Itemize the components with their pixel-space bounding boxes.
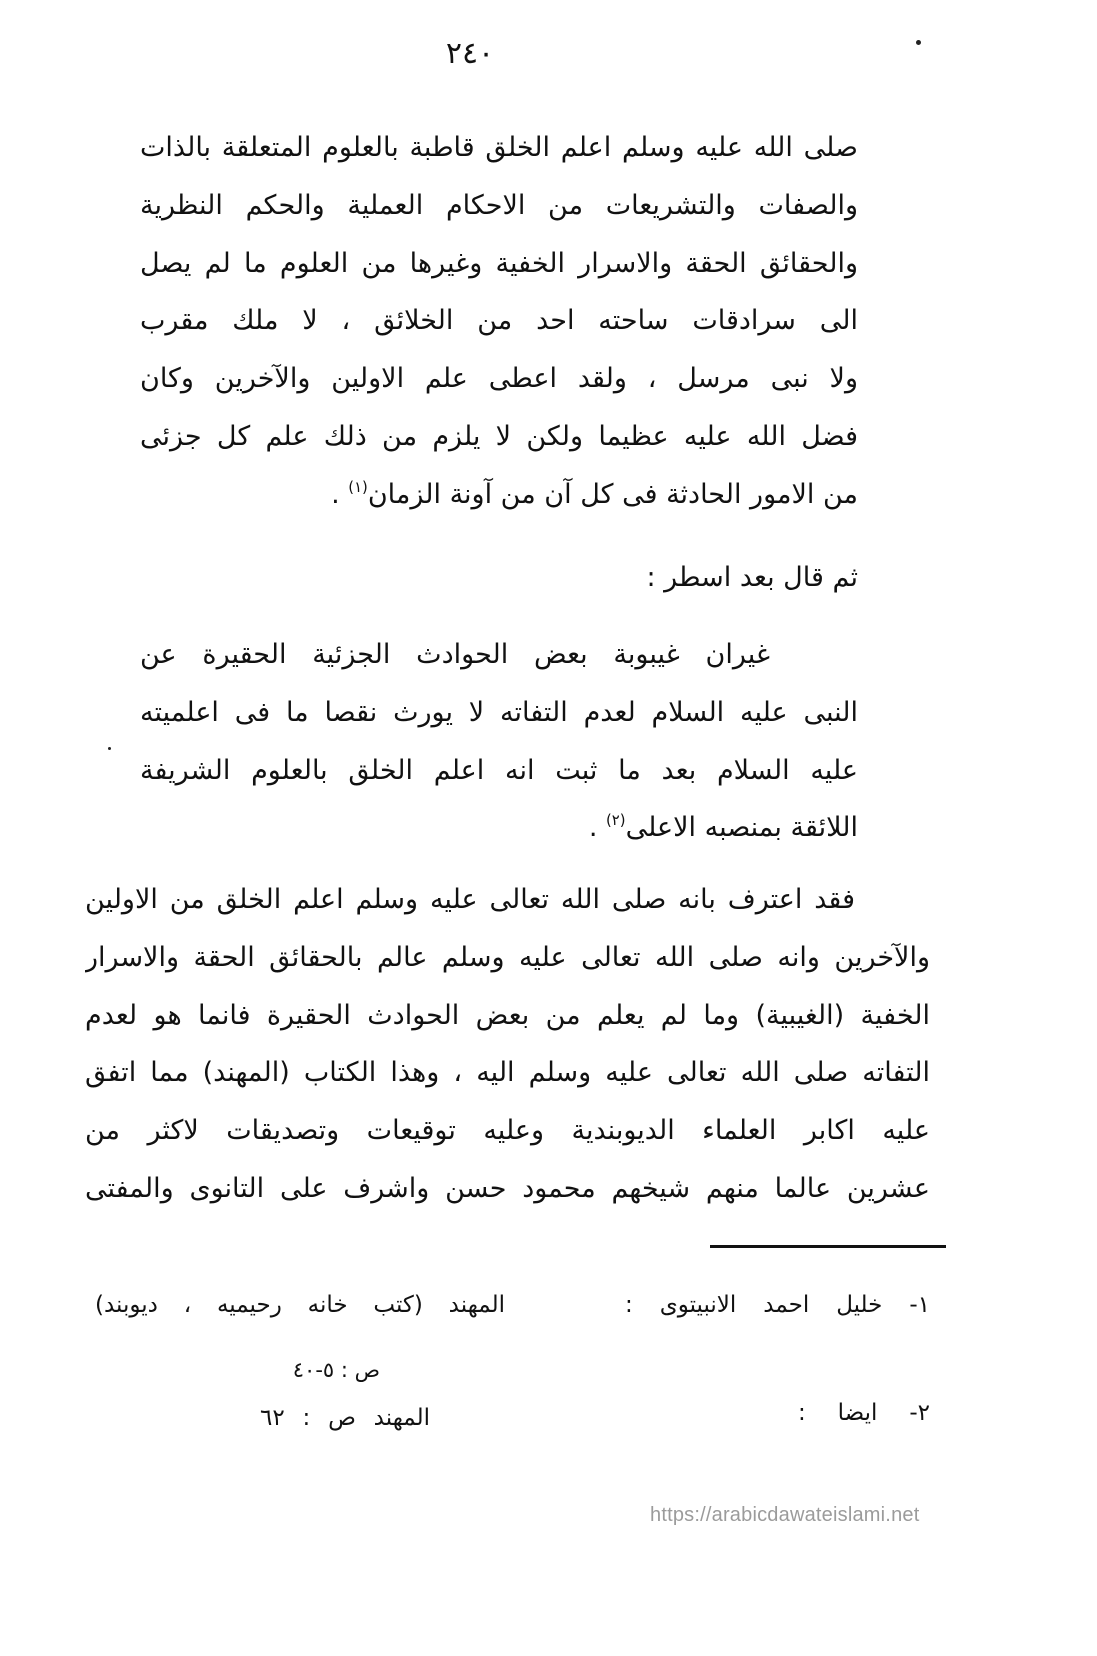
quotation [140,626,858,857]
transition-line: ثم قال بعد اسطر : [646,562,858,593]
paragraph-1-line-end: . [331,478,349,510]
quotation-last-line [140,799,858,857]
paragraph-1 [140,119,858,524]
site-watermark: https://arabicdawateislami.net [650,1504,920,1526]
paragraph-2 [85,871,930,1218]
paragraph-1-line-5: ولا نبى مرسل ، ولقد اعطى علم الاولين والآخرين وكان [140,363,858,395]
quotation-last-line-text: اللائقة بمنصبه الاعلى [625,812,858,844]
footnote-reference-2: (٢) [606,811,626,830]
footnote-1-source: المهند (كتب خانه رحيميه ، ديوبند) [95,1292,505,1318]
footnote-reference-1: (١) [348,477,368,496]
paragraph-2-line-6: عشرين عالما منهم شيخهم محمود حسن واشرف على التانوى والمفتى [85,1172,930,1204]
footnote-2-label: ٢- ايضا : [798,1400,930,1426]
paragraph-1-line-4: الى سرادقات ساحته احد من الخلائق ، لا ملك مقرب [140,305,858,337]
footnote-1-label: ١- خليل احمد الانبيتوى : [625,1292,930,1318]
paragraph-1-line-3: والحقائق الحقة والاسرار الخفية وغيرها من العلوم ما لم يصل [140,247,858,279]
paragraph-2-line-5: عليه اكابر العلماء الديوبندية وعليه توقيعات وتصديقات لاكثر من [85,1115,930,1147]
paragraph-1-line-1: صلى الله عليه وسلم اعلم الخلق قاطبة بالعلوم المتعلقة بالذات [140,132,858,163]
paragraph-1-line-6: فضل الله عليه عظيما ولكن لا يلزم من ذلك علم كل جزئى [140,420,858,452]
paragraph-2-line-4: التفاته صلى الله تعالى عليه وسلم اليه ، وهذا الكتاب (المهند) مما اتفق [85,1057,930,1089]
paragraph-1-line-2: والصفات والتشريعات من الاحكام العملية والحكم النظرية [140,189,858,221]
scan-speck [108,747,111,750]
paragraph-2-line-1: فقد اعترف بانه صلى الله تعالى عليه وسلم اعلم الخلق من الاولين [85,884,855,915]
paragraph-2-line-2: والآخرين وانه صلى الله تعالى عليه وسلم عالم بالحقائق الحقة والاسرار [85,941,930,973]
quotation-line-end: . [588,812,606,844]
quotation-line-2: النبى عليه السلام لعدم التفاته لا يورث نقصا ما فى اعلميته [140,696,858,728]
quotation-line-3: عليه السلام بعد ما ثبت انه اعلم الخلق بالعلوم الشريفة [140,754,858,786]
scan-speck [916,40,921,45]
paragraph-1-last-line-text: من الامور الحادثة فى كل آن من آونة الزمان [367,478,858,510]
transition-block [140,549,858,607]
paragraph-2-line-3: الخفية (الغيبية) وما لم يعلم من بعض الحوادث الحقيرة فانما هو لعدم [85,999,930,1031]
footnote-separator [710,1245,946,1248]
page-number: ٢٤٠ [445,36,495,71]
footnote-1-pages: ص : ٥-٤٠ [292,1358,380,1382]
paragraph-1-last-line [140,466,858,524]
footnote-2-source: المهند ص : ٦٢ [260,1405,430,1431]
quotation-line-1: غيران غيبوبة بعض الحوادث الجزئية الحقيرة عن [140,639,770,670]
